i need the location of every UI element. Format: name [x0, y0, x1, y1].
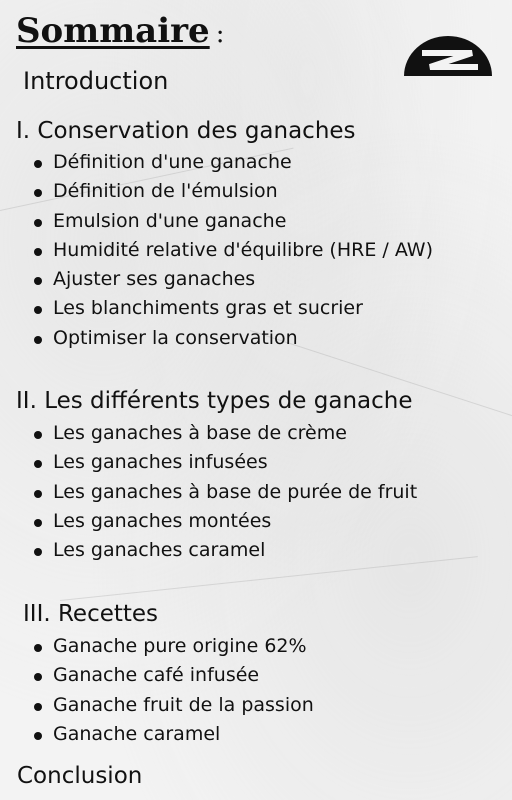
list-item: Humidité relative d'équilibre (HRE / AW): [34, 236, 433, 265]
list-item: Les ganaches infusées: [34, 448, 417, 477]
list-item: Définition d'une ganache: [34, 148, 433, 177]
conclusion-heading: Conclusion: [17, 763, 143, 789]
list-item: Définition de l'émulsion: [34, 177, 433, 206]
introduction-heading: Introduction: [23, 67, 169, 95]
section-heading-3: III. Recettes: [23, 601, 159, 627]
section-3-list: [34, 632, 314, 749]
list-item: Les ganaches montées: [34, 507, 417, 536]
page-title: [16, 6, 224, 59]
list-item: Les ganaches à base de crème: [34, 419, 417, 448]
half-circle-z-logo-icon: [400, 34, 496, 78]
list-item: Ganache café infusée: [34, 661, 314, 690]
section-1-list: [34, 148, 433, 353]
section-heading-1: I. Conservation des ganaches: [16, 118, 356, 144]
list-item: Ganache caramel: [34, 720, 314, 749]
list-item: Les blanchiments gras et sucrier: [34, 294, 433, 323]
list-item: Les ganaches caramel: [34, 536, 417, 565]
section-2-list: [34, 419, 417, 565]
list-item: Ganache fruit de la passion: [34, 691, 314, 720]
title-colon: :: [215, 19, 225, 49]
list-item: Emulsion d'une ganache: [34, 207, 433, 236]
list-item: Ganache pure origine 62%: [34, 632, 314, 661]
list-item: Les ganaches à base de purée de fruit: [34, 478, 417, 507]
list-item: Optimiser la conservation: [34, 324, 433, 353]
list-item: Ajuster ses ganaches: [34, 265, 433, 294]
section-heading-2: II. Les différents types de ganache: [16, 388, 413, 414]
title-text: Sommaire: [16, 11, 210, 51]
